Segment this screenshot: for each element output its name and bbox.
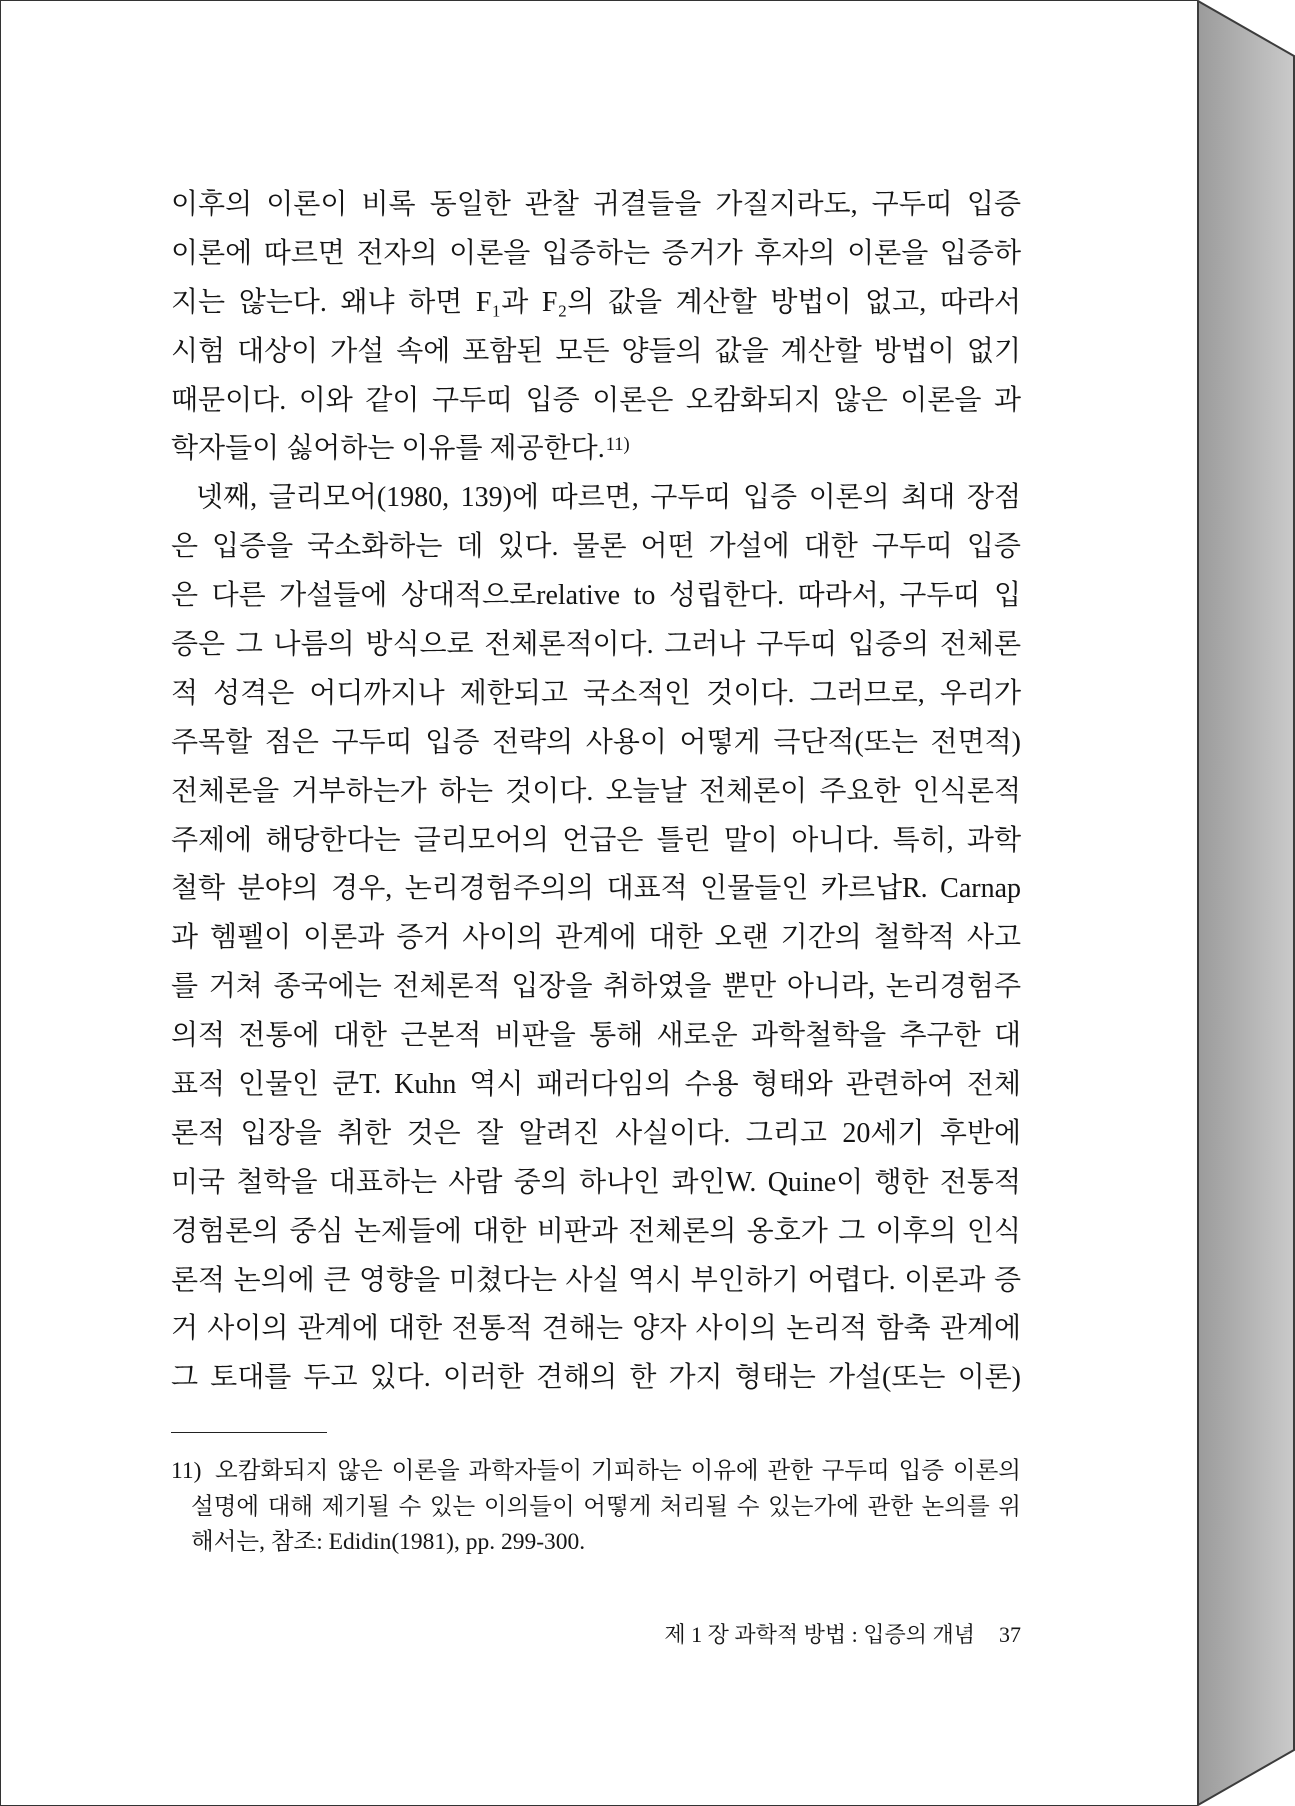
body-line-text: 거 사이의 관계에 대한 전통적 견해는 양자 사이의 논리적 함축 관계에	[171, 1313, 1021, 1345]
body-line-text: 미국 철학을 대표하는 사람 중의 하나인 콰인W. Quine이 행한 전통적	[171, 1166, 1021, 1198]
body-line	[171, 425, 1021, 474]
body-text	[171, 181, 1021, 1403]
body-line	[171, 377, 1021, 426]
body-line-text: 주목할 점은 구두띠 입증 전략의 사용이 어떻게 극단적(또는 전면적)	[171, 726, 1021, 758]
page-footer	[171, 1618, 1021, 1652]
footnote-line: 설명에 대해 제기될 수 있는 이의들이 어떻게 처리될 수 있는가에 관한 논의를 위	[191, 1493, 1021, 1520]
body-line-text: 은 입증을 국소화하는 데 있다. 물론 어떤 가설에 대한 구두띠 입증	[171, 531, 1021, 563]
body-line	[171, 768, 1021, 817]
body-line	[171, 181, 1021, 230]
body-line-text: 론적 입장을 취한 것은 잘 알려진 사실이다. 그리고 20세기 후반에	[171, 1117, 1021, 1149]
book-edge-shading	[1197, 0, 1295, 1806]
body-line	[171, 1061, 1021, 1110]
body-line-text: 지는 않는다. 왜냐 하면 F₁과 F₂의 값을 계산할 방법이 없고, 따라서	[171, 286, 1021, 318]
body-line-text: 증은 그 나름의 방식으로 전체론적이다. 그러나 구두띠 입증의 전체론	[171, 629, 1021, 661]
body-line	[171, 474, 1021, 523]
body-line	[171, 621, 1021, 670]
body-line-text: 전체론을 거부하는가 하는 것이다. 오늘날 전체론이 주요한 인식론적	[171, 775, 1021, 807]
footnote	[171, 1454, 1021, 1561]
page-number: 37	[999, 1622, 1021, 1647]
body-line-text: 은 다른 가설들에 상대적으로relative to 성립한다. 따라서, 구두띠 입	[171, 580, 1021, 612]
body-line	[171, 670, 1021, 719]
body-line-text: 과 헴펠이 이론과 증거 사이의 관계에 대한 오랜 기간의 철학적 사고	[171, 922, 1021, 954]
body-line-text: 철학 분야의 경우, 논리경험주의의 대표적 인물들인 카르납R. Carnap	[171, 873, 1021, 905]
body-line-text: 이후의 이론이 비록 동일한 관찰 귀결들을 가질지라도, 구두띠 입증	[171, 189, 1021, 220]
body-line	[171, 817, 1021, 866]
body-line-text: 경험론의 중심 논제들에 대한 비판과 전체론의 옹호가 그 이후의 인식	[171, 1215, 1021, 1247]
body-line-text: 를 거쳐 종국에는 전체론적 입장을 취하였을 뿐만 아니라, 논리경험주	[171, 971, 1021, 1003]
body-line	[171, 572, 1021, 621]
body-line-text: 주제에 해당한다는 글리모어의 언급은 틀린 말이 아니다. 특히, 과학	[171, 824, 1021, 856]
paragraph	[171, 474, 1021, 1403]
book-edge-face	[1198, 1, 1294, 1805]
running-head: 제 1 장 과학적 방법 : 입증의 개념	[664, 1622, 975, 1647]
body-line	[171, 1305, 1021, 1354]
footnote-number: 11)	[171, 1458, 202, 1484]
body-line-text: 그 토대를 두고 있다. 이러한 견해의 한 가지 형태는 가설(또는 이론)	[171, 1362, 1021, 1394]
paragraph	[171, 181, 1021, 474]
footnote-text: 오캄화되지 않은 이론을 과학자들이 기피하는 이유에 관한 구두띠 입증 이론의	[215, 1458, 1021, 1484]
footnote-reference: 11)	[605, 433, 630, 454]
body-line-text: 넷째, 글리모어(1980, 139)에 따르면, 구두띠 입증 이론의 최대 장점	[196, 482, 1021, 514]
body-line	[171, 719, 1021, 768]
body-line	[171, 279, 1021, 328]
body-line-text: 시험 대상이 가설 속에 포함된 모든 양들의 값을 계산할 방법이 없기	[171, 335, 1021, 367]
body-line-text: 적 성격은 어디까지나 제한되고 국소적인 것이다. 그러므로, 우리가	[171, 677, 1021, 709]
body-line	[171, 865, 1021, 914]
body-line	[171, 1012, 1021, 1061]
body-line	[171, 1208, 1021, 1257]
body-line	[171, 1354, 1021, 1403]
body-line	[171, 1257, 1021, 1306]
footnote-line: 해서는, 참조: Edidin(1981), pp. 299-300.	[191, 1529, 586, 1556]
body-line	[171, 1110, 1021, 1159]
body-line-text: 학자들이 싫어하는 이유를 제공한다.	[171, 433, 605, 465]
body-line	[171, 914, 1021, 963]
body-line-text: 이론에 따르면 전자의 이론을 입증하는 증거가 후자의 이론을 입증하	[171, 237, 1021, 269]
body-line	[171, 230, 1021, 279]
body-line	[171, 328, 1021, 377]
body-line-text: 의적 전통에 대한 근본적 비판을 통해 새로운 과학철학을 추구한 대	[171, 1020, 1021, 1052]
body-line-text: 표적 인물인 쿤T. Kuhn 역시 패러다임의 수용 형태와 관련하여 전체	[171, 1069, 1021, 1101]
footnote-line	[171, 1454, 1021, 1490]
body-line	[171, 523, 1021, 572]
footnote-rule	[171, 1432, 327, 1433]
body-line	[171, 1159, 1021, 1208]
body-line	[171, 963, 1021, 1012]
body-line-text: 론적 논의에 큰 영향을 미쳤다는 사실 역시 부인하기 어렵다. 이론과 증	[171, 1264, 1021, 1296]
body-line-text: 때문이다. 이와 같이 구두띠 입증 이론은 오캄화되지 않은 이론을 과	[171, 384, 1021, 416]
